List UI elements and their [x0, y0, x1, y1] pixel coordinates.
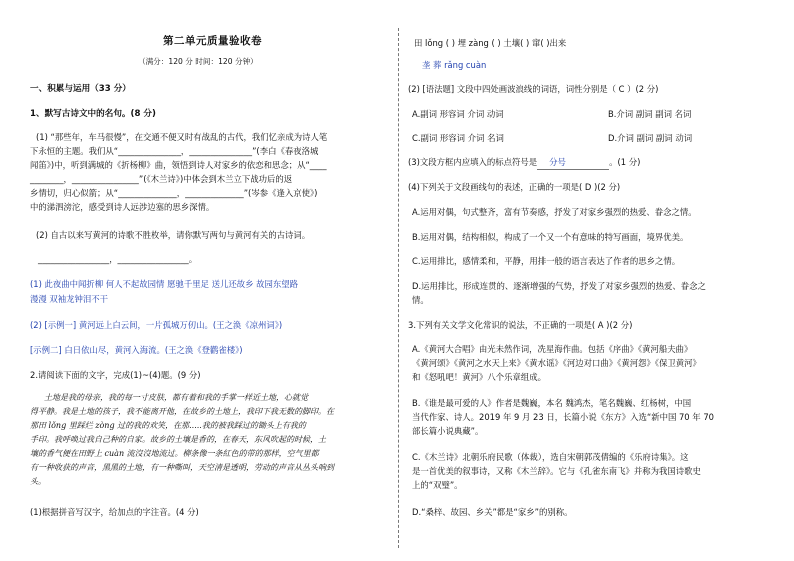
- option-d: D.介词 副词 副词 动词: [608, 133, 693, 143]
- pinyin-answers: 垄 葬 rǎng cuàn: [422, 60, 487, 70]
- choice-d-cont: 情。: [412, 295, 429, 305]
- right-column: [408, 0, 778, 561]
- answer-1-line: (1) 此夜曲中闻折柳 何人不起故园情 愿驰千里足 送儿还故乡 故园东望路: [30, 279, 299, 289]
- choice-a: A.运用对偶，句式整齐，富有节奏感，抒发了对家乡强烈的热爱、眷念之情。: [412, 207, 697, 217]
- prose-line: 土地是我的母亲，我的每一寸皮肤，都有着和我的手掌一样近土地，心就觉: [44, 393, 308, 402]
- q3-option-a: A.《黄河大合唱》由光未然作词，冼星海作曲。包括《序曲》《黄河船夫曲》: [412, 344, 693, 354]
- choice-b: B.运用对偶，结构相似，构成了一个又一个有意味的特写画面，境界优美。: [412, 232, 689, 242]
- q1-text-line: ________，________________”(《木兰诗》)中体会到木兰立下战功后的返: [30, 174, 293, 184]
- question-1-heading: 1、默写古诗文中的名句。(8 分): [30, 109, 156, 119]
- prose-line: 手印。我呼唤过我自己种的自家。故乡的土壤是香的，在春天，东风吹起的时候，土: [30, 435, 326, 444]
- q1-text-line: 乡情切，归心似箭；从“______________，______________”(岑参《逢入京使》): [30, 188, 318, 198]
- q3-option-b: B.《谁是最可爱的人》作者是魏巍，本名 魏鸿杰，笔名魏巍、红杨树，中国: [412, 398, 692, 408]
- question-2-sub3: [408, 155, 640, 170]
- q3-option-a-cont: 和《怒吼吧！黄河》八个乐章组成。: [412, 372, 546, 382]
- option-c: C.副词 形容词 介词 名词: [412, 133, 504, 143]
- pinyin-row: 田 lǒng ( ) 埋 zàng ( ) 土壤( ) 窜( )出来: [414, 38, 567, 48]
- section-heading: 一、积累与运用（33 分）: [30, 84, 131, 94]
- column-divider: [398, 28, 399, 548]
- sub3-answer: 分号: [549, 157, 566, 167]
- question-3-heading: 3.下列有关文学文化常识的说法，不正确的一项是( A )(2 分): [408, 320, 633, 330]
- q3-option-b-cont: 当代作家、诗人。2019 年 9 月 23 日，长篇小说《东方》入选“新中国 70 年 70: [412, 412, 714, 422]
- question-2-sub1: (1)根据拼音写汉字，给加点的字注音。(4 分): [30, 507, 199, 517]
- exam-meta: （满分：120 分 时间：120 分钟）: [138, 57, 258, 66]
- q1-part2-blank: _________________，_________________。: [38, 254, 198, 264]
- sub3-answer-line: [537, 155, 609, 170]
- choice-c: C.运用排比，感情柔和，平静，用排一般的语言表达了作者的思乡之情。: [412, 256, 681, 266]
- q3-option-c-cont: 上的“双璧”。: [412, 480, 463, 490]
- q3-option-d: D.“桑梓、故园、乡关”都是“家乡”的别称。: [412, 507, 573, 517]
- option-a: A.副词 形容词 介词 动词: [412, 109, 504, 119]
- prose-line: 壤的香气便在田野上 cuàn 流沒沒地流过。柳条像一条紅色的带的那样，空气里都: [30, 449, 319, 458]
- q3-option-c-cont: 是一首优美的叙事诗，又称《木兰辞》。它与《孔雀东南飞》并称为我国诗歌史: [412, 466, 701, 476]
- left-column: [30, 0, 390, 561]
- prose-line: 得平静。我是土地的孩子，我不能离开他，在故乡的土地上，我印下我无数的脚印。在: [30, 407, 334, 416]
- q1-text-line: 闻笛》)中，听到满城的《折杨柳》曲，领悟到诗人对家乡的依恋和思念；从“____: [30, 160, 327, 170]
- prose-line: 那田 lǒng 里踩烂 zòng 过的我的欢笑，在那.....我的被我踩过的锄头上有我的: [30, 421, 306, 430]
- q1-text-line: 中的涕泗滂沱，感受到诗人远涉边塞的思乡深情。: [30, 202, 215, 212]
- q3-option-a-cont: 《黄河颂》《黄河之水天上来》《黄水谣》《河边对口曲》《黄河怨》《保卫黄河》: [412, 358, 701, 368]
- answer-1-line: 漫漫 双袖龙钟泪不干: [30, 294, 109, 304]
- sub3-prefix: (3)文段方框内应填入的标点符号是: [408, 157, 538, 167]
- question-2-heading: 2.请阅读下面的文字，完成(1)~(4)题。(9 分): [30, 370, 201, 380]
- page-title: 第二单元质量验收卷: [163, 35, 262, 47]
- q1-text-line: 下永恒的主题。我们从“_______________，_______________”(李白《春夜洛城: [30, 146, 319, 156]
- prose-line: 头。: [30, 477, 46, 486]
- answer-2-example-1: (2) [示例一] 黄河远上白云间，一片孤城万仞山。(王之涣《凉州词》): [30, 320, 283, 330]
- prose-line: 有一种收获的声音，黑黑的土地，有一种嘶叫，天空清是透明，劳动的声音从丛头响到: [30, 463, 334, 472]
- q3-option-c: C.《木兰诗》北朝乐府民歌（体裁），选自宋朝郭茂倩编的《乐府诗集》。这: [412, 452, 689, 462]
- q1-text-line: (1) “那些年，车马很慢”，在交通不便又时有战乱的古代，我们忆亲成为诗人笔: [36, 132, 328, 142]
- q3-option-b-cont: 部长篇小说典藏”。: [412, 426, 484, 436]
- sub3-suffix: 。(1 分): [609, 157, 641, 167]
- question-2-sub2: (2) [语法题] 文段中四处画波浪线的词语，词性分别是（ C ）(2 分): [408, 84, 659, 94]
- choice-d: D.运用排比，形成连贯的、逐渐增强的气势，抒发了对家乡强烈的热爱、眷念之: [412, 281, 706, 291]
- option-b: B.介词 副词 副词 名词: [608, 109, 692, 119]
- answer-2-example-2: [示例二] 白日依山尽，黄河入海流。(王之涣《登鹳雀楼》): [30, 345, 243, 355]
- q1-part2: (2) 自古以来写黄河的诗歌不胜枚举，请你默写两句与黄河有关的古诗词。: [36, 230, 311, 240]
- question-2-sub4: (4)下列关于文段画线句的表述，正确的一项是( D )(2 分): [408, 182, 621, 192]
